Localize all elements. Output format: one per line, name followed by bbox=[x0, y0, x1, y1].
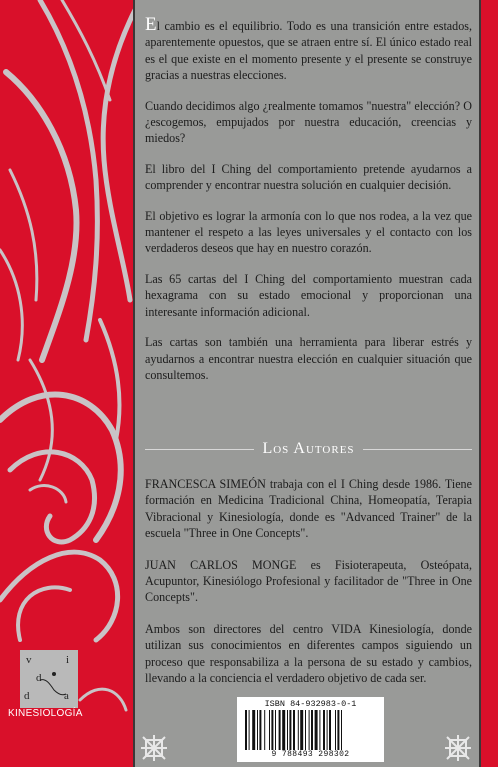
barcode bbox=[237, 697, 384, 762]
barcode-bar bbox=[279, 710, 281, 750]
barcode-bar bbox=[335, 710, 336, 750]
barcode-bar bbox=[264, 710, 265, 750]
logo-letter: d bbox=[24, 690, 30, 702]
author-juan bbox=[145, 557, 472, 606]
paragraph-tool: Las cartas son también una herramienta para liberar estrés y ayudarnos a encontrar nuestra elección en cualquier situación que consultemos. bbox=[145, 335, 472, 382]
barcode-bar bbox=[245, 710, 247, 750]
barcode-bar bbox=[309, 710, 310, 750]
paragraph-objective: El objetivo es lograr la armonía con lo que nos rodea, a la vez que mantener el respeto a las leyes universales y el contacto con los verdaderos deseos que hay en nuestro corazón. bbox=[145, 208, 472, 256]
paragraph-cards: Las 65 cartas del I Ching del comportamiento muestran cada hexagrama con su estado emocional y proporcionan una interesante información adicional. bbox=[145, 271, 472, 319]
knot-emblem-right-icon bbox=[445, 735, 471, 761]
barcode-bar bbox=[275, 710, 276, 750]
barcode-bar bbox=[282, 710, 285, 750]
barcode-bar bbox=[311, 710, 313, 750]
publisher-name: KINESIOLOGÍA bbox=[8, 708, 83, 719]
paragraph-purpose: El libro del I Ching del comportamiento pretende ayudarnos a comprender y encontrar nuestra solución en cualquier decisión. bbox=[145, 161, 472, 193]
barcode-bar bbox=[298, 710, 299, 750]
author-name: JUAN CARLOS MONGE bbox=[145, 557, 297, 572]
intro-paragraph bbox=[145, 14, 472, 84]
logo-figure-icon bbox=[20, 650, 78, 708]
barcode-bar bbox=[271, 710, 273, 750]
barcode-bar bbox=[319, 710, 320, 750]
barcode-bar bbox=[249, 710, 250, 750]
barcode-bar bbox=[305, 710, 306, 750]
isbn-label: ISBN 84-932983-0-1 bbox=[264, 699, 357, 709]
author-bio: es Fisioterapeuta, Osteópata, Acupuntor, Kinesiólogo Profesional y facilitador de "Three in One Concepts". bbox=[145, 557, 473, 605]
barcode-bar bbox=[300, 710, 303, 750]
barcode-bar bbox=[315, 710, 318, 750]
barcode-number: 9 788493 298302 bbox=[271, 750, 350, 759]
author-name: FRANCESCA SIMEÓN bbox=[145, 477, 266, 491]
barcode-bar bbox=[259, 710, 261, 750]
authors-heading bbox=[145, 440, 472, 458]
barcode-bar bbox=[257, 710, 258, 750]
barcode-bar bbox=[269, 710, 270, 750]
logo-letter: i bbox=[66, 654, 70, 666]
logo-letter: a bbox=[64, 690, 69, 702]
drop-cap: E bbox=[145, 14, 157, 35]
intro-text: l cambio es el equilibrio. Todo es una transición entre estados, aparentemente opuestos, que se atraen entre sí. El único estado real es el que existe en el momento presente y el presente se construye gracias a nuestras elecciones. bbox=[145, 19, 472, 83]
barcode-bar bbox=[341, 710, 342, 750]
logo-letter: v bbox=[26, 654, 32, 666]
author-bio: trabaja con el I Ching desde 1986. Tiene formación en Medicina Tradicional China, Homeopatía, Terapia Vibracional y Kinesiología, donde es "Advanced Trainer" de la escuela "Three in One Concepts". bbox=[145, 477, 472, 541]
barcode-bar bbox=[329, 710, 331, 750]
text-panel bbox=[133, 0, 481, 767]
barcode-bar bbox=[337, 710, 339, 750]
barcode-bar bbox=[323, 710, 325, 750]
authors-title: Los Autores bbox=[254, 440, 362, 458]
logo-letter: d bbox=[36, 672, 42, 684]
barcode-bar bbox=[287, 710, 288, 750]
paragraph-question: Cuando decidimos algo ¿realmente tomamos "nuestra" elección? O ¿escogemos, empujados por nuestra educación, creencias y miedos? bbox=[145, 98, 472, 146]
barcode-bars bbox=[245, 710, 376, 750]
barcode-bar bbox=[252, 710, 255, 750]
knot-emblem-left-icon bbox=[141, 735, 167, 761]
publisher-logo bbox=[8, 650, 120, 750]
barcode-bar bbox=[289, 710, 291, 750]
authors-block bbox=[145, 476, 472, 686]
logo-square bbox=[20, 650, 78, 708]
authors-closing: Ambos son directores del centro VIDA Kinesiología, donde utilizan sus conocimientos en diferentes campos siguiendo un proceso que responsabiliza a la persona de su estado y cambios, llevando a la conciencia el verdadero objetivo de cada ser. bbox=[145, 621, 472, 686]
description-block bbox=[145, 14, 473, 686]
barcode-bar bbox=[327, 710, 328, 750]
author-francesca bbox=[145, 476, 472, 542]
barcode-bar bbox=[293, 710, 295, 750]
